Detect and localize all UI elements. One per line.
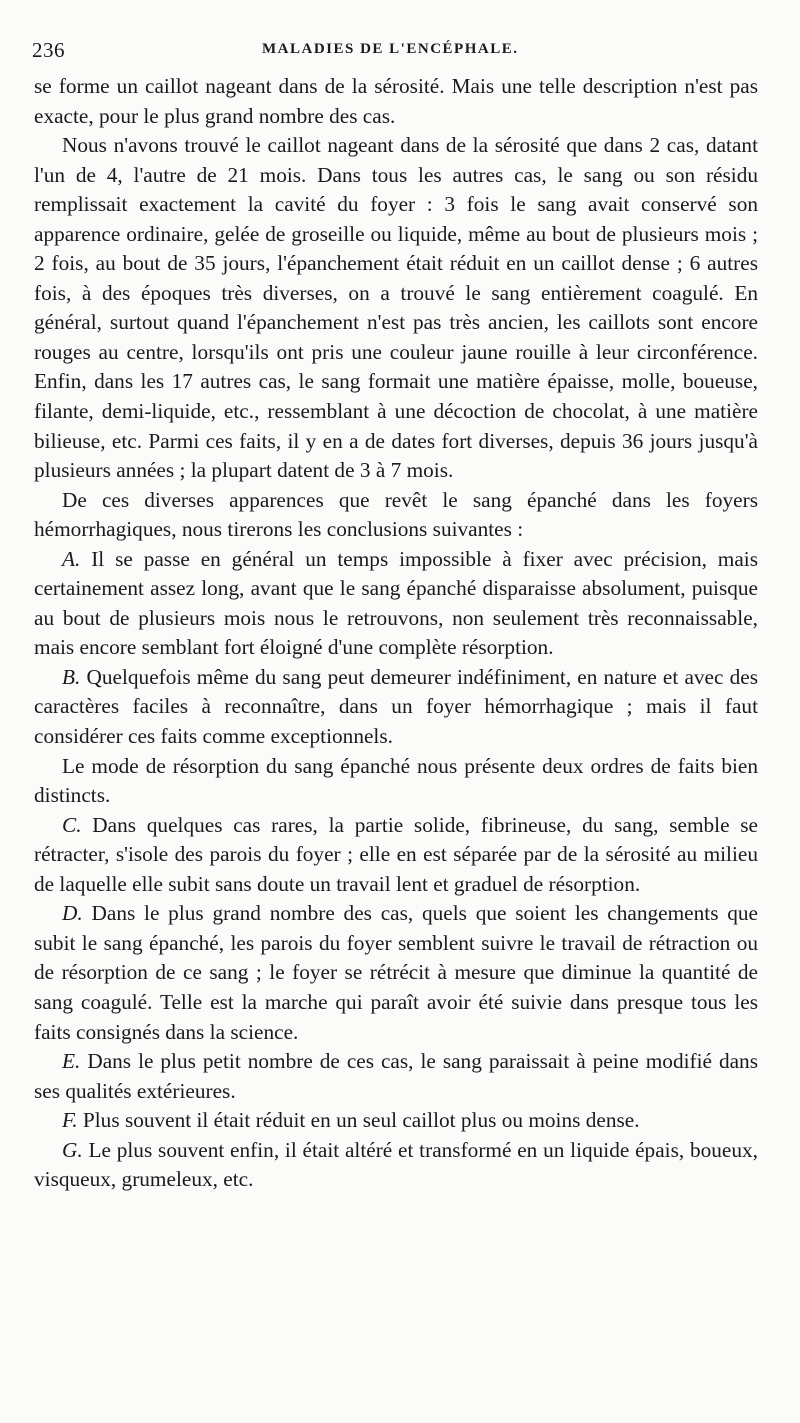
paragraph-item-f xyxy=(34,1106,758,1136)
paragraph-text: Le mode de résorption du sang épanché nous présente deux ordres de faits bien distincts. xyxy=(34,753,758,808)
paragraph-cases xyxy=(34,131,758,486)
item-letter-d: D. xyxy=(62,901,83,926)
body-text xyxy=(34,72,758,1195)
running-title: MALADIES DE L'ENCÉPHALE. xyxy=(262,41,519,57)
paragraph-text: Nous n'avons trouvé le caillot nageant dans de la sérosité que dans 2 cas, datant l'un de 4, l'autre de 21 mois. Dans tous les autres cas, le sang ou son résidu remplissait exactement la cavité du foyer : 3 fois le sang avait conservé son apparence ordinaire, gelée de groseille ou liquide, même au bout de plusieurs mois ; 2 fois, au bout de 35 jours, l'épanchement était réduit en un caillot dense ; 6 autres fois, à des époques très diverses, on a trouvé le sang entièrement coagulé. En général, surtout quand l'épanchement n'est pas très ancien, les caillots sont encore rouges au centre, lorsqu'ils ont pris une couleur jaune rouille à leur circonférence. Enfin, dans les 17 autres cas, le sang formait une matière épaisse, molle, boueuse, filante, demi-liquide, etc., ressemblant à une décoction de chocolat, à une matière bilieuse, etc. Parmi ces faits, il y en a de dates fort diverses, depuis 36 jours jusqu'à plusieurs années ; la plupart datent de 3 à 7 mois. xyxy=(34,133,758,483)
paragraph-text: Dans quelques cas rares, la partie solide, fibrineuse, du sang, semble se rétracter, s'isole des parois du foyer ; elle en est séparée par de la sérosité au milieu de laquelle elle subit sans doute un travail lent et graduel de résorption. xyxy=(34,812,759,896)
paragraph-conclusions-intro xyxy=(34,486,758,545)
paragraph-text: Plus souvent il était réduit en un seul caillot plus ou moins dense. xyxy=(82,1108,640,1133)
paragraph-item-g xyxy=(34,1136,758,1195)
paragraph-text: Il se passe en général un temps impossible à fixer avec précision, mais certainement assez long, avant que le sang épanché disparaisse absolument, puisque au bout de plusieurs mois nous le retrouvons, non seulement très reconnaissable, mais encore semblant fort éloigné d'une complète résorption. xyxy=(34,546,759,660)
item-letter-a: A. xyxy=(62,546,81,571)
paragraph-text: De ces diverses apparences que revêt le sang épanché dans les foyers hémorrhagiques, nous tirerons les conclusions suivantes : xyxy=(34,487,758,542)
page-header xyxy=(32,38,762,64)
item-letter-e: E. xyxy=(62,1049,81,1074)
paragraph-text: se forme un caillot nageant dans de la sérosité. Mais une telle description n'est pas exacte, pour le plus grand nombre des cas. xyxy=(34,74,758,128)
paragraph-text: Dans le plus petit nombre de ces cas, le sang paraissait à peine modifié dans ses qualités extérieures. xyxy=(34,1049,758,1103)
item-letter-c: C. xyxy=(62,812,82,837)
paragraph-item-d xyxy=(34,899,758,1047)
page-number: 236 xyxy=(32,38,65,62)
item-letter-g: G. xyxy=(62,1137,83,1162)
paragraph-resorption-intro xyxy=(34,752,758,811)
paragraph-item-e xyxy=(34,1047,758,1106)
item-letter-b: B. xyxy=(62,664,81,689)
item-letter-f: F. xyxy=(62,1108,78,1133)
paragraph-continuation xyxy=(34,72,758,131)
paragraph-text: Quelquefois même du sang peut demeurer indéfiniment, en nature et avec des caractères faciles à reconnaître, dans un foyer hémorrhagique ; mais il faut considérer ces faits comme exceptionnels. xyxy=(34,664,759,749)
paragraph-text: Le plus souvent enfin, il était altéré et transformé en un liquide épais, boueux, visqueux, grumeleux, etc. xyxy=(34,1137,758,1192)
paragraph-item-c xyxy=(34,811,758,900)
paragraph-item-b xyxy=(34,663,758,752)
paragraph-text: Dans le plus grand nombre des cas, quels que soient les changements que subit le sang épanché, les parois du foyer semblent suivre le travail de rétraction ou de résorption de ce sang ; le foyer se rétrécit à mesure que diminue la quantité de sang coagulé. Telle est la marche qui paraît avoir été suivie dans presque tous les faits consignés dans la science. xyxy=(34,901,759,1044)
paragraph-item-a xyxy=(34,545,758,663)
